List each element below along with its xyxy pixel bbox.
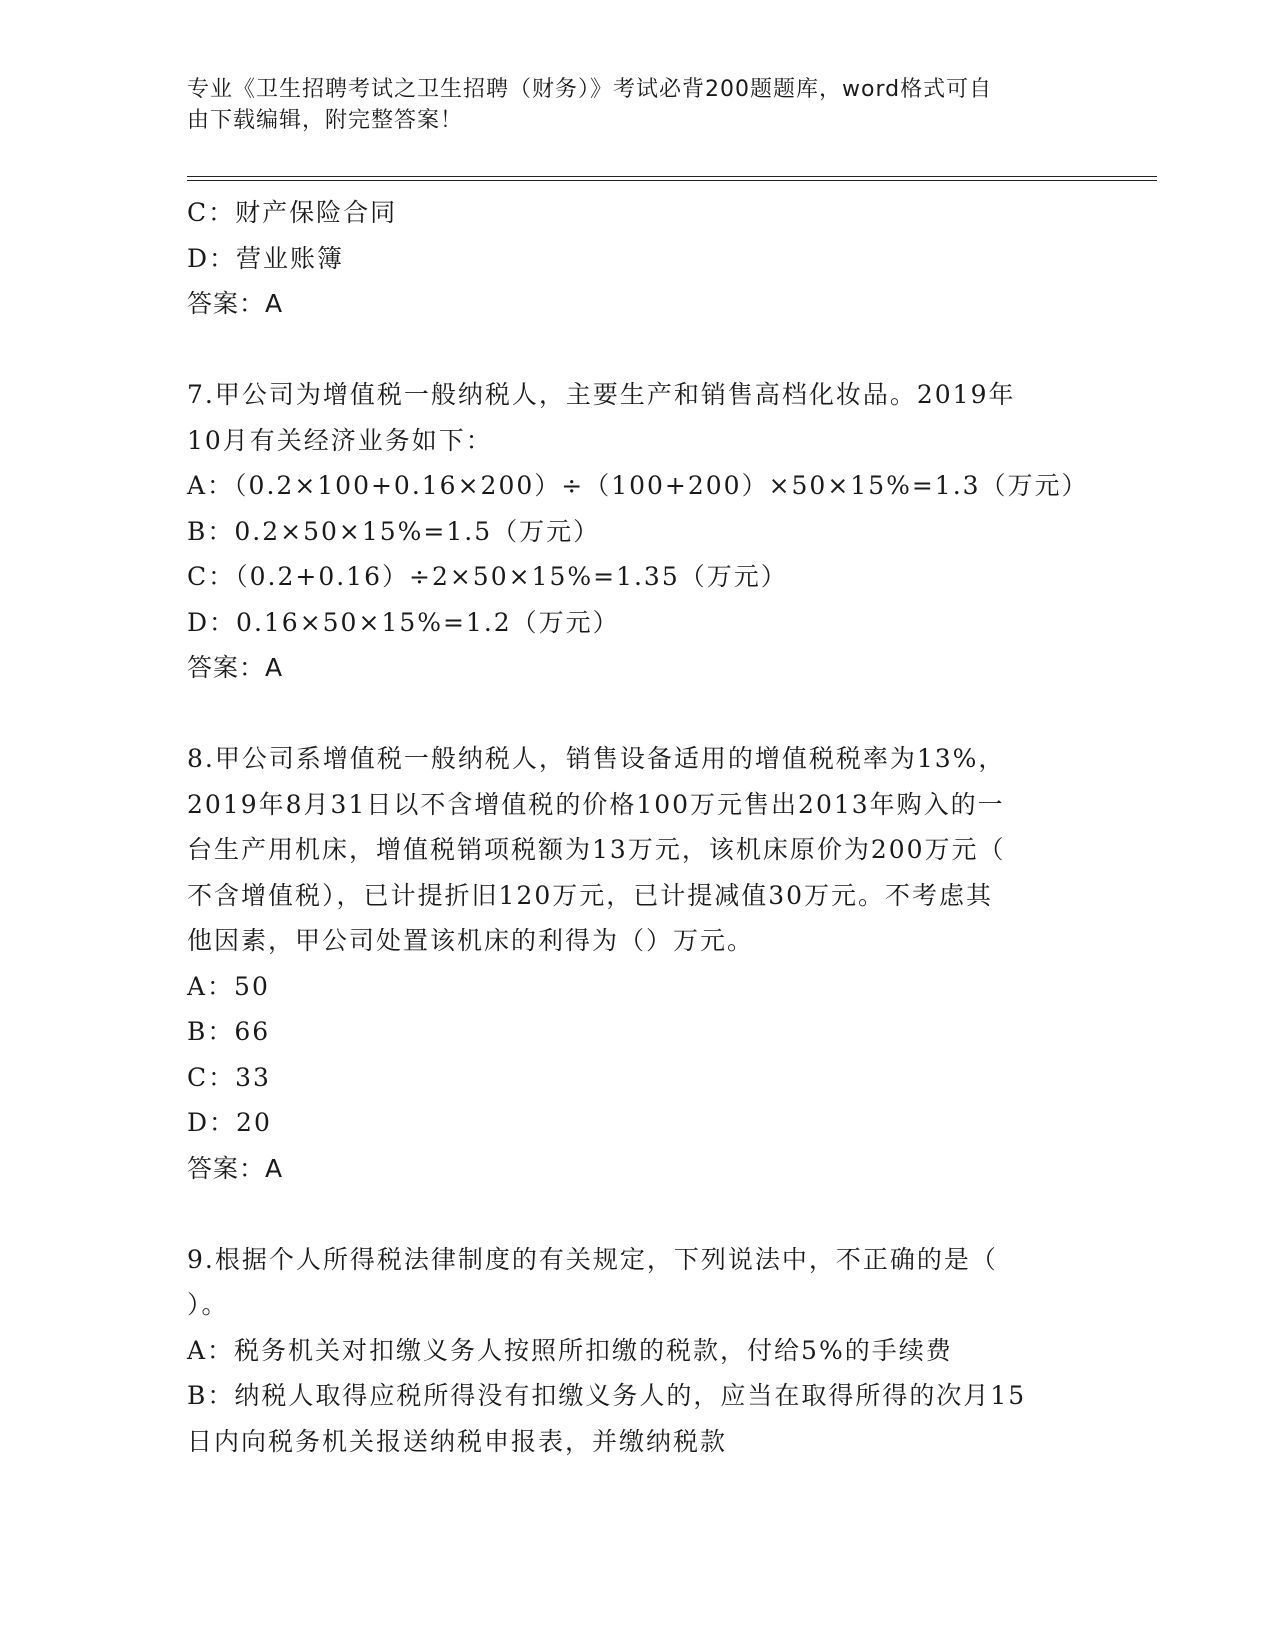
option-d: D：营业账簿: [187, 243, 345, 273]
question-prev-tail: [187, 190, 1087, 327]
answer-line: 答案：A: [187, 653, 284, 682]
header-title-line2: 由下载编辑，附完整答案！: [187, 108, 464, 133]
header-title-line1: 专业《卫生招聘考试之卫生招聘（财务）》考试必背200题题库，word格式可自: [187, 77, 993, 102]
question-stem: 9.根据个人所得税法律制度的有关规定，下列说法中，不正确的是（: [187, 1244, 998, 1274]
document-body: [187, 190, 1087, 1464]
option-c: C：（0.2+0.16）÷2×50×15%=1.35（万元）: [187, 562, 788, 591]
header-divider: [187, 176, 1157, 181]
option-b: B：66: [187, 1017, 271, 1046]
question-9: [187, 1237, 1087, 1465]
spacer: [187, 691, 1087, 737]
answer-line: 答案：A: [187, 1153, 284, 1183]
question-stem: 台生产用机床，增值税销项税额为13万元，该机床原价为200万元（: [187, 835, 1006, 864]
question-stem: 2019年8月31日以不含增值税的价格100万元售出2013年购入的一: [187, 789, 1005, 819]
spacer: [187, 1191, 1087, 1237]
document-header: [187, 74, 1087, 136]
spacer: [187, 327, 1087, 373]
question-stem: 不含增值税），已计提折旧120万元，已计提减值30万元。不考虑其: [187, 880, 994, 910]
question-7: [187, 372, 1087, 691]
option-c: C：33: [187, 1062, 271, 1092]
question-stem: 8.甲公司系增值税一般纳税人，销售设备适用的增值税税率为13%，: [187, 744, 1006, 773]
option-d: D：20: [187, 1108, 272, 1137]
option-a: A：（0.2×100+0.16×200）÷（100+200）×50×15%=1.3（万元）: [187, 471, 1089, 500]
option-c: C：财产保险合同: [187, 198, 398, 227]
option-b: B：纳税人取得应税所得没有扣缴义务人的，应当在取得所得的次月15: [187, 1381, 1027, 1410]
option-d: D：0.16×50×15%=1.2（万元）: [187, 607, 620, 637]
option-b: B：0.2×50×15%=1.5（万元）: [187, 516, 601, 546]
question-stem: 10月有关经济业务如下：: [187, 425, 493, 455]
answer-line: 答案：A: [187, 289, 284, 318]
question-stem: 他因素，甲公司处置该机床的利得为（）万元。: [187, 926, 755, 955]
question-stem: ）。: [187, 1290, 229, 1319]
question-stem: 7.甲公司为增值税一般纳税人，主要生产和销售高档化妆品。2019年: [187, 380, 1016, 409]
question-8: [187, 736, 1087, 1191]
option-b-continued: 日内向税务机关报送纳税申报表，并缴纳税款: [187, 1426, 728, 1456]
option-a: A：50: [187, 971, 270, 1001]
option-a: A：税务机关对扣缴义务人按照所扣缴的税款，付给5%的手续费: [187, 1335, 953, 1365]
